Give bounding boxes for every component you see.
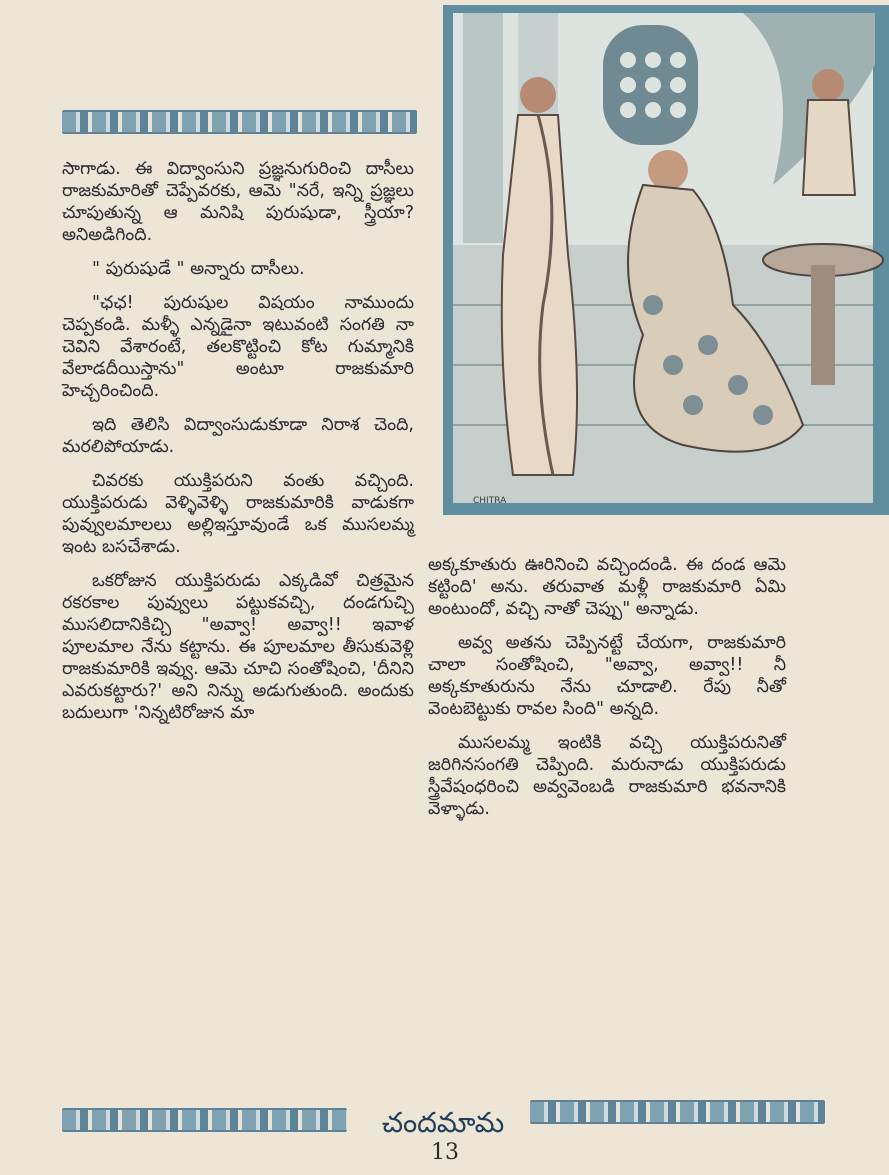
left-paragraph-4: ఇది తెలిసి విద్వాంసుడుకూడా నిరాశ చెంది, మరలిపోయాడు. <box>62 415 414 457</box>
illustration-signature: CHITRA <box>473 496 507 506</box>
right-paragraph-2: అవ్వ అతను చెప్పినట్టే చేయగా, రాజకుమారి చాలా సంతోషించి, "అవ్వా, అవ్వా!! నీ అక్కకూతురును నేను చూడాలి. రేపు నీతో వెంటబెట్టుకు రావల సింది" అన్నది. <box>428 633 786 719</box>
right-paragraph-3: ముసలమ్మ ఇంటికి వచ్చి యుక్తిపరునితో జరిగినసంగతి చెప్పింది. మరునాడు యుక్తిపరుడు స్త్రీవేషంధరించి అవ్వవెంబడి రాజకుమారి భవనానికి వెళ్ళాడు. <box>428 733 786 819</box>
left-column <box>62 158 414 736</box>
magazine-title: చందమామ <box>381 1106 505 1139</box>
story-illustration <box>443 5 889 515</box>
left-paragraph-3: "ఛఛ! పురుషుల విషయం నాముందు చెప్పకండి. మళ్ళీ ఎన్నడైనా ఇటువంటి సంగతి నా చెవిని వేశారంటే, తలకొట్టించి కోట గుమ్మానికి వేలాడదీయిస్తాను" అంటూ రాజకుమారి హెచ్చరించింది. <box>62 293 414 401</box>
left-paragraph-1: సాగాడు. ఈ విద్వాంసుని ప్రజ్ఞనుగురించి దాసీలు రాజకుమారితో చెప్పేవరకు, ఆమె "నరే, ఇన్ని ప్రజ్ఞలు చూపుతున్న ఆ మనిషి పురుషుడా, స్త్రీయా? అనిఅడిగింది. <box>62 159 414 245</box>
right-column <box>428 554 786 832</box>
left-paragraph-2: " పురుషుడే " అన్నారు దాసీలు. <box>92 259 305 279</box>
top-decorative-border <box>62 110 417 134</box>
left-paragraph-5: చివరకు యుక్తిపరుని వంతు వచ్చింది. యుక్తిపరుడు వెళ్ళివెళ్ళి రాజకుమారికి వాడుకగా పువ్వులమాలలు అల్లిఇస్తూవుండే ఒక ముసలమ్మ ఇంట బసచేశాడు. <box>62 471 414 557</box>
page-number: 13 <box>431 1140 459 1165</box>
left-paragraph-6: ఒకరోజున యుక్తిపరుడు ఎక్కడివో చిత్రమైన రకరకాల పువ్వులు పట్టుకవచ్చి, దండగుచ్చి ముసలిదానికిచ్చి "అవ్వా! అవ్వా!! ఇవాళ పూలమాల నేను కట్టాను. ఈ పూలమాల తీసుకువెళ్లి రాజకుమారికి ఇవ్వు. ఆమె చూచి సంతోషించి, 'దీనిని ఎవరుకట్టారు?' అని నిన్ను అడుగుతుంది. అందుకు బదులుగా 'నిన్నటిరోజున మా <box>62 571 414 723</box>
illustration-drawing <box>443 5 889 515</box>
footer-left-border <box>62 1108 347 1132</box>
right-paragraph-1: అక్కకూతురు ఊరినించి వచ్చిందండి. ఈ దండ ఆమె కట్టింది' అను. తరువాత మళ్లీ రాజకుమారి ఏమి అంటుందో, వచ్చి నాతో చెప్పు" అన్నాడు. <box>428 555 786 619</box>
footer-right-border <box>530 1100 825 1124</box>
